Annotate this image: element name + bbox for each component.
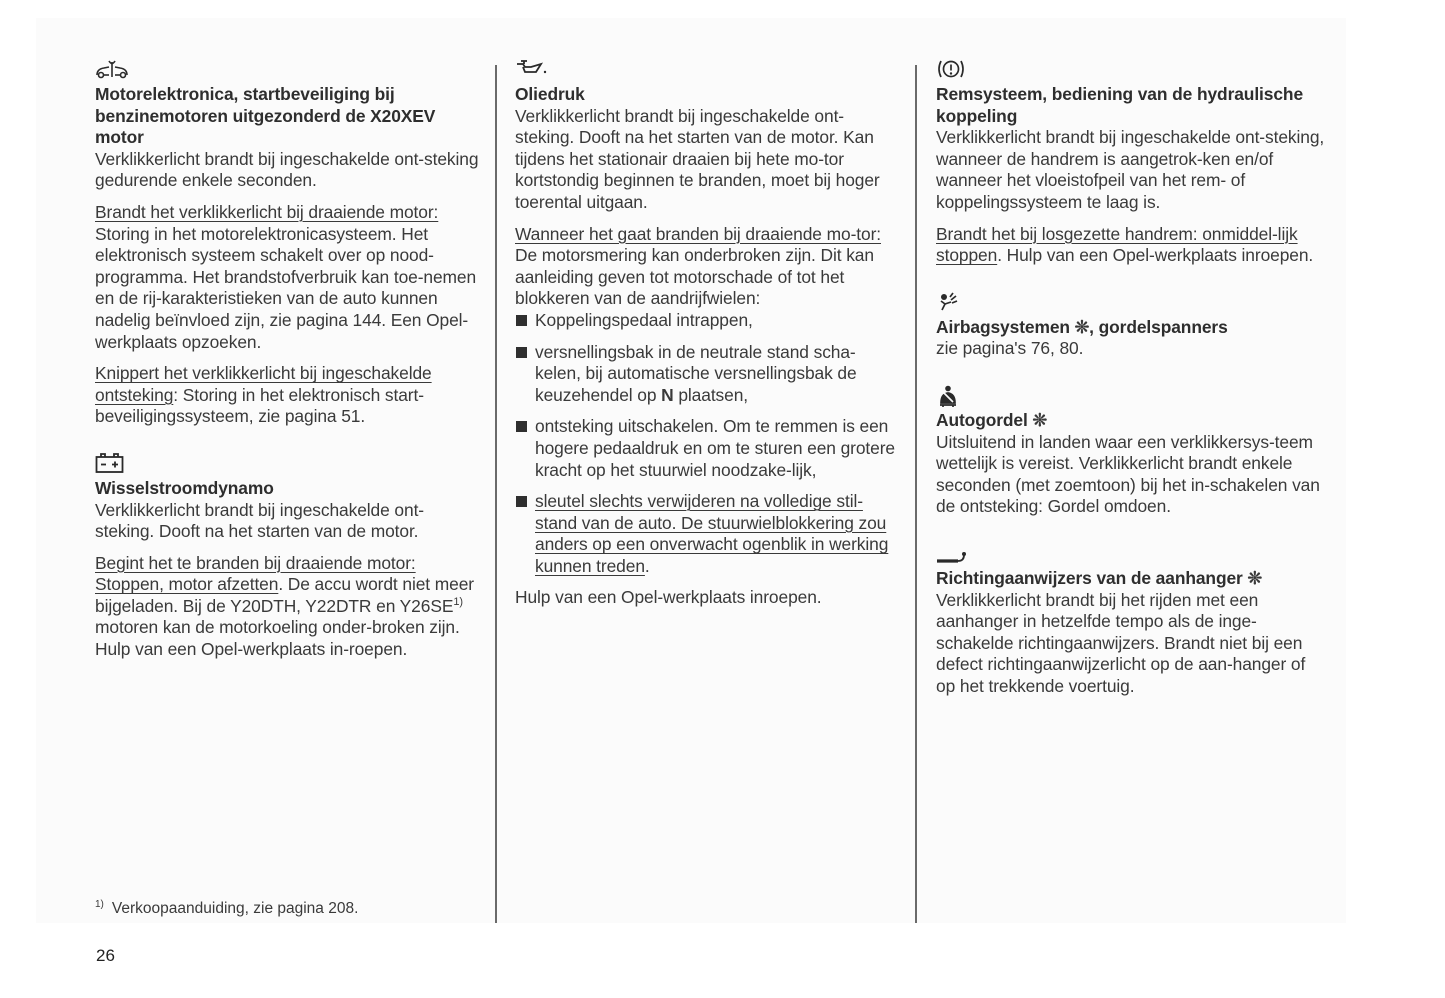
section-title: Oliedruk bbox=[515, 84, 585, 104]
section-body: Verklikkerlicht brandt bij ingeschakelde ont-steking. Dooft na het starten van de motor. bbox=[95, 499, 424, 542]
list-item-text: Koppelingspedaal intrappen, bbox=[535, 309, 753, 330]
underlined-text: Begint het te branden bij draaiende motor: Stoppen, motor afzetten bbox=[95, 552, 416, 595]
engine-electronics-icon bbox=[95, 58, 480, 84]
underlined-text: Wanneer het gaat branden bij draaiende mo-tor: bbox=[515, 223, 881, 244]
bullet-square-icon bbox=[516, 421, 527, 432]
list-item-text: versnellingsbak in de neutrale stand scha-kelen, bij automatische versnellingsbak de keuzehendel op bbox=[535, 341, 857, 405]
trailer-indicator-icon bbox=[936, 542, 1326, 568]
bullet-square-icon bbox=[516, 315, 527, 326]
underlined-text: Brandt het verklikkerlicht bij draaiende motor: bbox=[95, 201, 439, 222]
footnote-text: Verkoopaanduiding, zie pagina 208. bbox=[111, 900, 359, 917]
column-1 bbox=[95, 58, 480, 685]
list-item-text: . bbox=[644, 555, 650, 576]
underlined-text: sleutel slechts verwijderen na volledige stil-stand van de auto. De stuurwielblokkering zou anders op een onverwacht ogenblik in werking kunnen treden bbox=[535, 491, 889, 576]
column-3 bbox=[936, 58, 1326, 721]
paragraph bbox=[95, 363, 480, 428]
bullet-list bbox=[515, 310, 900, 578]
bullet-square-icon bbox=[516, 347, 527, 358]
page-number: 26 bbox=[96, 946, 115, 965]
section-body: Verklikkerlicht brandt bij ingeschakelde ont-steking gedurende enkele seconden. bbox=[95, 148, 479, 191]
list-item-text: ontsteking uitschakelen. Om te remmen is een hogere pedaaldruk en om te sturen een grotere kracht op het stuurwiel noodzake-lijk, bbox=[535, 416, 895, 480]
paragraph bbox=[95, 202, 480, 353]
section-title: Motorelektronica, startbeveiliging bij benzinemotoren uitgezonderd de X20XEV motor bbox=[95, 84, 436, 148]
airbag-icon bbox=[936, 291, 1326, 317]
oil-can-icon bbox=[515, 58, 900, 84]
section-body: zie pagina's 76, 80. bbox=[936, 338, 1084, 359]
section-airbag bbox=[936, 291, 1326, 360]
paragraph-text: . Hulp van een Opel-werkplaats inroepen. bbox=[997, 245, 1314, 266]
list-item bbox=[515, 310, 900, 332]
paragraph-text: . De accu wordt niet meer bijgeladen. Bij de Y20DTH, Y22DTR en Y26SE bbox=[95, 574, 474, 616]
title-text: Autogordel bbox=[936, 409, 1028, 430]
column-divider bbox=[915, 65, 917, 923]
section-title bbox=[936, 568, 1326, 590]
brake-warning-icon bbox=[936, 58, 1326, 84]
paragraph bbox=[936, 224, 1326, 267]
section-body: Verklikkerlicht brandt bij ingeschakelde ont-steking, wanneer de handrem is aangetrok-ken en/of wanneer het vloeistofpeil van het rem- of koppelingssysteem te laag is. bbox=[936, 127, 1325, 212]
title-text: Airbagsystemen bbox=[936, 316, 1070, 337]
section-body: Uitsluitend in landen waar een verklikkersys-teem wettelijk is vereist. Verklikkerlicht brandt enkele seconden (met zoemtoon) bij het in-schakelen van de ontsteking: Gordel omdoen. bbox=[936, 431, 1320, 517]
section-title bbox=[936, 317, 1326, 339]
paragraph-text: De motorsmering kan onderbroken zijn. Dit kan aanleiding geven tot motorschade of tot het blokkeren van de aandrijfwielen: bbox=[515, 245, 874, 309]
title-text: , gordelspanners bbox=[1089, 316, 1228, 337]
section-body: Verklikkerlicht brandt bij ingeschakelde ont-steking. Dooft na het starten van de motor. Kan tijdens het stationair draaien bij hete mo-tor kortstondig beginnen te branden, moet bij hoger toerental uitgaan. bbox=[515, 105, 880, 212]
list-item-text: plaatsen, bbox=[673, 384, 749, 405]
battery-icon bbox=[95, 452, 480, 478]
underlined-text: Knippert het verklikkerlicht bij ingeschakelde ontsteking bbox=[95, 363, 432, 405]
section-trailer-indicators bbox=[936, 542, 1326, 698]
footnote bbox=[95, 900, 358, 918]
footnote-ref: 1) bbox=[453, 595, 463, 608]
asterisk-icon: ❊ bbox=[1074, 316, 1090, 337]
section-body: Verklikkerlicht brandt bij het rijden met een aanhanger in hetzelfde tempo als de inge-schakelde richtingaanwijzers. Brandt niet bij een defect richtingaanwijzerlicht op de aan-hanger of op het trekkende voertuig. bbox=[936, 589, 1306, 696]
footnote-mark: 1) bbox=[95, 899, 104, 910]
section-oil-pressure bbox=[515, 58, 900, 609]
section-title: Remsysteem, bediening van de hydraulische koppeling bbox=[936, 84, 1304, 126]
closing-text: Hulp van een Opel-werkplaats inroepen. bbox=[515, 587, 822, 608]
list-item bbox=[515, 342, 900, 407]
paragraph-text: motoren kan de motorkoeling onder-broken zijn. Hulp van een Opel-werkplaats in-roepen. bbox=[95, 617, 460, 660]
column-divider bbox=[495, 65, 497, 923]
asterisk-icon: ❊ bbox=[1247, 567, 1262, 588]
paragraph bbox=[95, 553, 480, 661]
section-brake-system bbox=[936, 58, 1326, 267]
bullet-square-icon bbox=[516, 496, 527, 507]
seatbelt-icon bbox=[936, 384, 1326, 410]
list-item bbox=[515, 491, 900, 577]
paragraph bbox=[515, 224, 900, 310]
section-engine-electronics bbox=[95, 58, 480, 428]
asterisk-icon: ❊ bbox=[1032, 409, 1047, 430]
paragraph-text: Storing in het motorelektronicasysteem. Het elektronisch systeem schakelt over op nood-programma. Het brandstofverbruik kan toe-nemen en de rij-karakteristieken van de auto kunnen nadelig beïnvloed zijn, zie pagina 144. Een Opel-werkplaats opzoeken. bbox=[95, 223, 477, 352]
section-title bbox=[936, 410, 1326, 432]
list-item bbox=[515, 416, 900, 481]
underlined-text: Brandt het bij losgezette handrem: onmiddel-lijk stoppen bbox=[936, 223, 1298, 266]
section-seatbelt bbox=[936, 384, 1326, 518]
gear-position-label: N bbox=[661, 384, 674, 405]
section-title: Wisselstroomdynamo bbox=[95, 477, 274, 498]
paragraph-text: : Storing in het elektronisch start-beveiligingssysteem, zie pagina 51. bbox=[95, 384, 424, 427]
column-2 bbox=[515, 58, 900, 633]
section-alternator bbox=[95, 452, 480, 661]
title-text: Richtingaanwijzers van de aanhanger bbox=[936, 567, 1243, 588]
